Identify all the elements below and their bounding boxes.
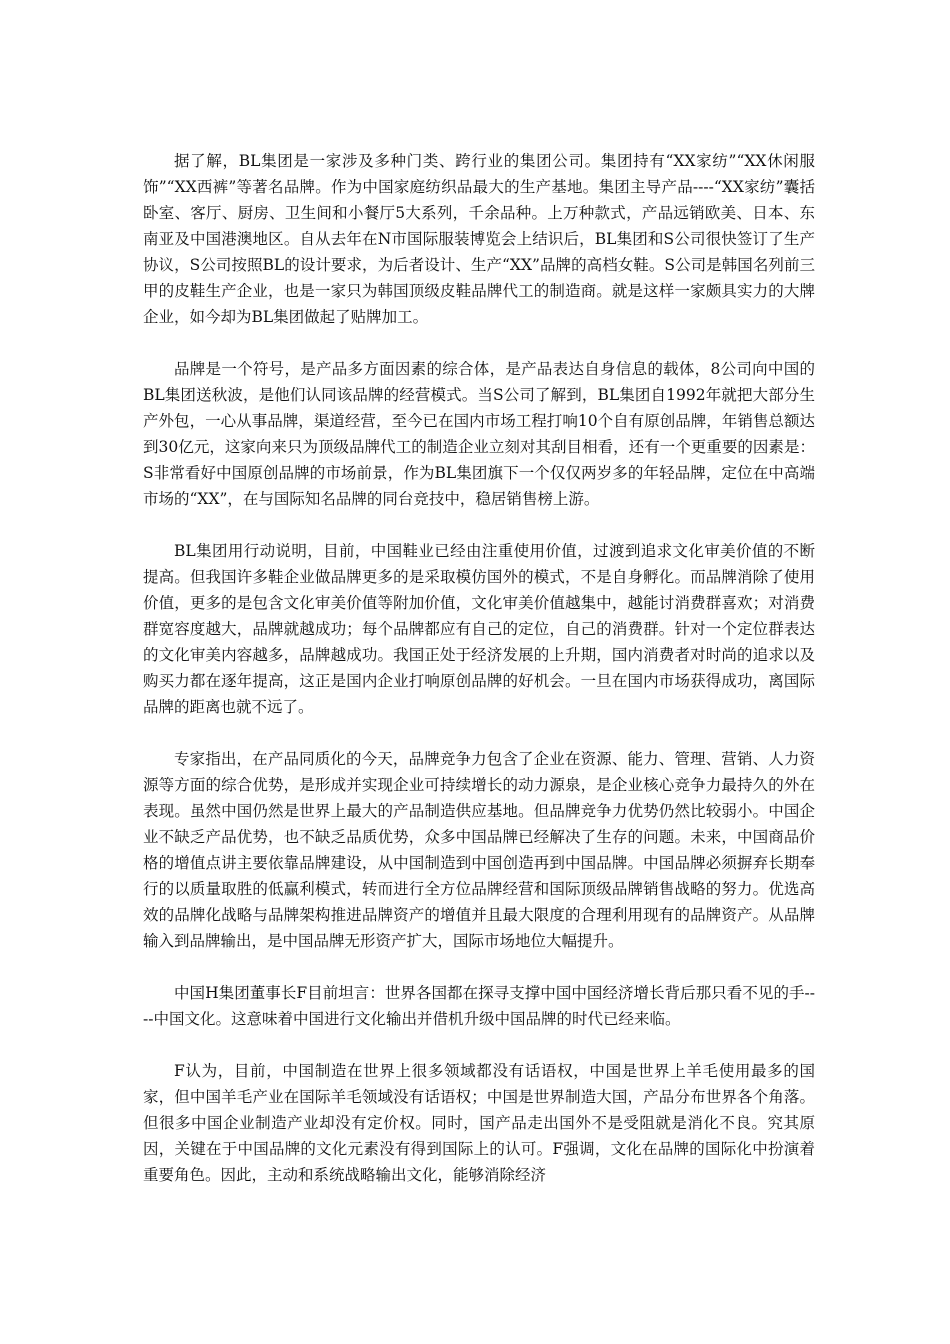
document-body — [143, 148, 815, 1188]
paragraph-brand-symbol: 品牌是一个符号，是产品多方面因素的综合体，是产品表达自身信息的载体，8公司向中国的BL集团送秋波，是他们认同该品牌的经营模式。当S公司了解到，BL集团自1992年就把大部分生产外包，一心从事品牌，渠道经营，至今已在国内市场工程打响10个自有原创品牌，年销售总额达到30亿元，这家向来只为顶级品牌代工的制造企业立刻对其刮目相看，还有一个更重要的因素是：S非常看好中国原创品牌的市场前景，作为BL集团旗下一个仅仅两岁多的年轻品牌，定位在中高端市场的“XX”，在与国际知名品牌的同台竞技中，稳居销售榜上游。 — [143, 360, 815, 508]
paragraph-h-group-chairman: 中国H集团董事长F目前坦言：世界各国都在探寻支撑中国中国经济增长背后那只看不见的手----中国文化。这意味着中国进行文化输出并借机升级中国品牌的时代已经来临。 — [143, 984, 815, 1028]
paragraph-shoe-industry: BL集团用行动说明，目前，中国鞋业已经由注重使用价值，过渡到追求文化审美价值的不断提高。但我国许多鞋企业做品牌更多的是采取模仿国外的模式，不是自身孵化。而品牌消除了使用价值，更多的是包含文化审美价值等附加价值，文化审美价值越集中，越能讨消费群喜欢；对消费群宽容度越大，品牌就越成功；每个品牌都应有自己的定位，自己的消费群。针对一个定位群表达的文化审美内容越多，品牌越成功。我国正处于经济发展的上升期，国内消费者对时尚的追求以及购买力都在逐年提高，这正是国内企业打响原创品牌的好机会。一旦在国内市场获得成功，离国际品牌的距离也就不远了。 — [143, 542, 815, 716]
paragraph-f-opinion: F认为，目前，中国制造在世界上很多领域都没有话语权，中国是世界上羊毛使用最多的国家，但中国羊毛产业在国际羊毛领域没有话语权；中国是世界制造大国，产品分布世界各个角落。但很多中国企业制造产业却没有定价权。同时，国产品走出国外不是受阻就是消化不良。究其原因，关键在于中国品牌的文化元素没有得到国际上的认可。F强调，文化在品牌的国际化中扮演着重要角色。因此，主动和系统战略输出文化，能够消除经济 — [143, 1062, 815, 1184]
paragraph-expert-opinion: 专家指出，在产品同质化的今天，品牌竞争力包含了企业在资源、能力、管理、营销、人力资源等方面的综合优势，是形成并实现企业可持续增长的动力源泉，是企业核心竞争力最持久的外在表现。虽然中国仍然是世界上最大的产品制造供应基地。但品牌竞争力优势仍然比较弱小。中国企业不缺乏产品优势，也不缺乏品质优势，众多中国品牌已经解决了生存的问题。未来，中国商品价格的增值点讲主要依靠品牌建设，从中国制造到中国创造再到中国品牌。中国品牌必须摒弃长期奉行的以质量取胜的低赢利模式，转而进行全方位品牌经营和国际顶级品牌销售战略的努力。优选高效的品牌化战略与品牌架构推进品牌资产的增值并且最大限度的合理利用现有的品牌资产。从品牌输入到品牌输出，是中国品牌无形资产扩大，国际市场地位大幅提升。 — [143, 750, 815, 950]
paragraph-bl-group-intro: 据了解，BL集团是一家涉及多种门类、跨行业的集团公司。集团持有“XX家纺”“XX休闲服饰”“XX西裤”等著名品牌。作为中国家庭纺织品最大的生产基地。集团主导产品----“XX家纺”囊括卧室、客厅、厨房、卫生间和小餐厅5大系列，千余品种。上万种款式，产品远销欧美、日本、东南亚及中国港澳地区。自从去年在N市国际服装博览会上结识后，BL集团和S公司很快签订了生产协议，S公司按照BL的设计要求，为后者设计、生产“XX”品牌的高档女鞋。S公司是韩国名列前三甲的皮鞋生产企业，也是一家只为韩国顶级皮鞋品牌代工的制造商。就是这样一家颇具实力的大牌企业，如今却为BL集团做起了贴牌加工。 — [143, 152, 815, 326]
